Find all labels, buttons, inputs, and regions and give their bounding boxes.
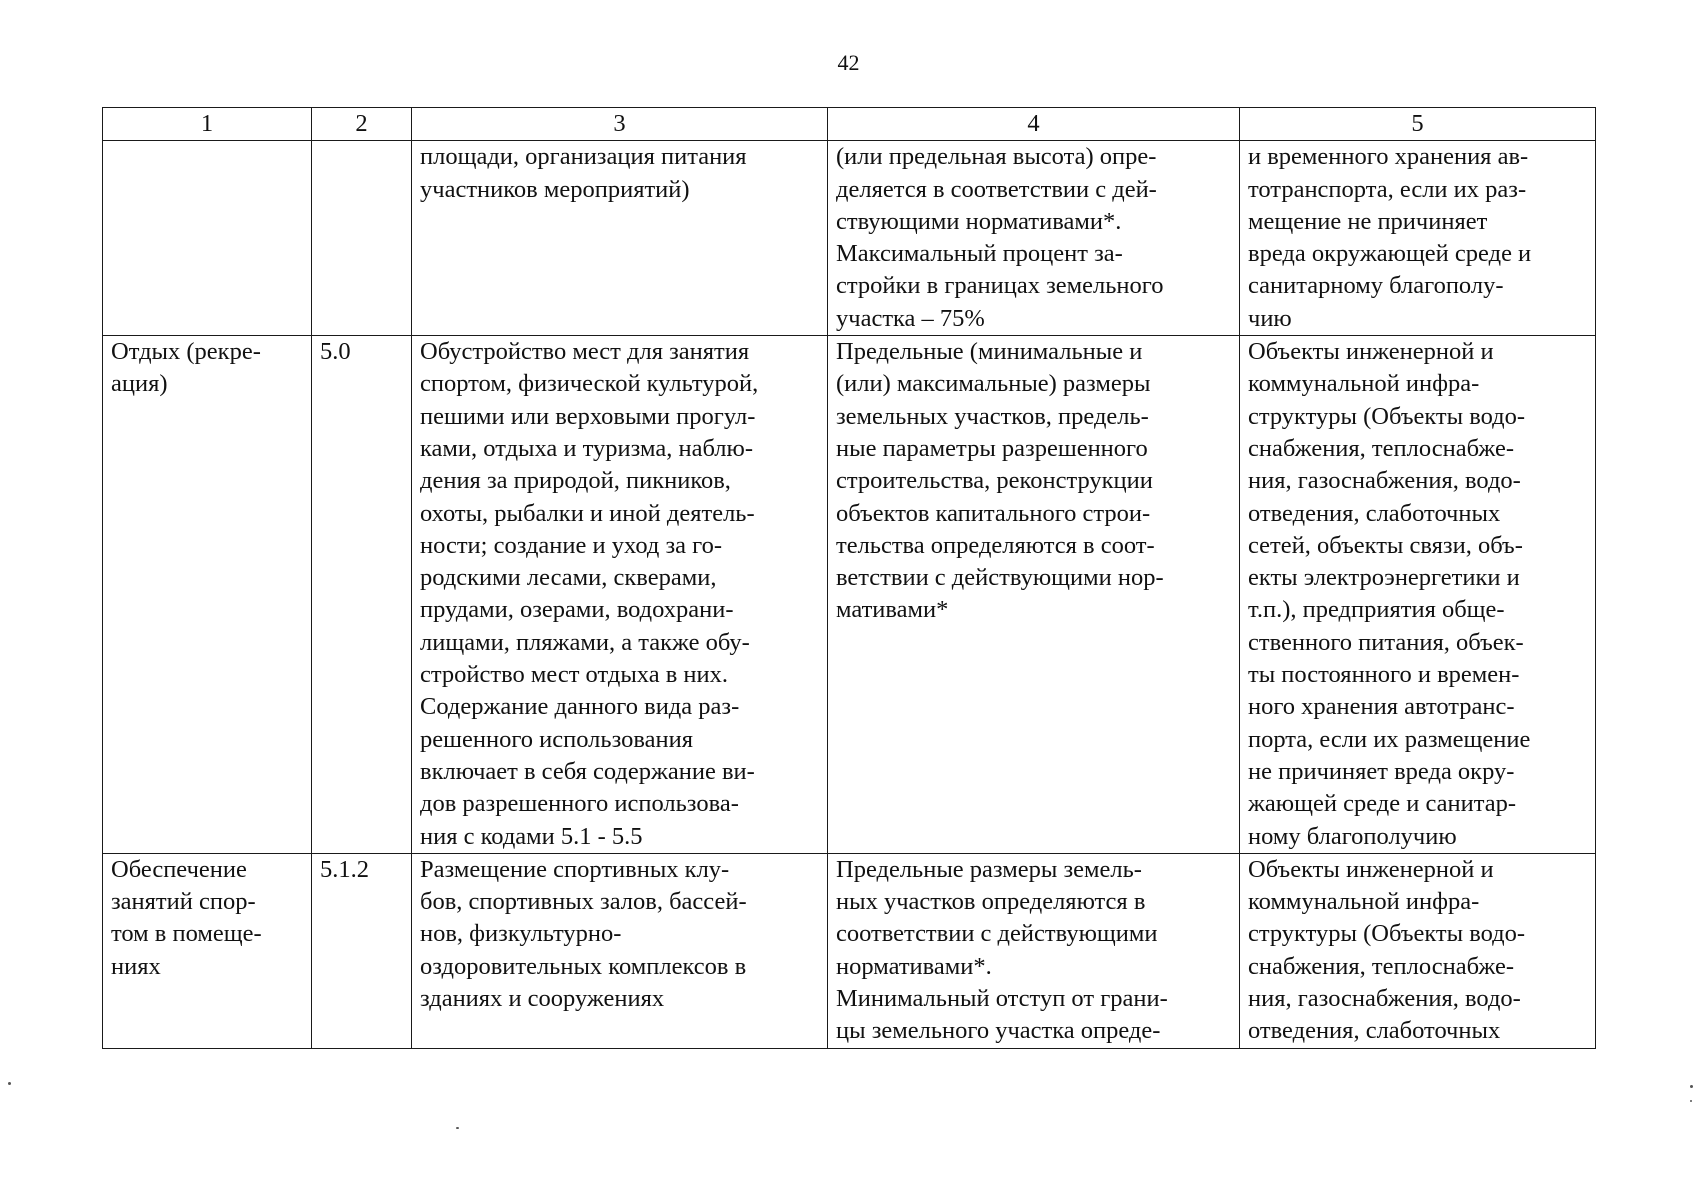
cell-auxiliary-uses: Объекты инженерной и коммунальной инфра- структуры (Объекты водо- снабжения, теплоснабже- ния, газоснабжения, водо- отведения, слаботочных сетей, объекты связи, объ- екты электроэнергетики и т.п.), предприятия обще- ственного питания, объек- ты постоянного и времен- ного хранения автотранс- порта, если их размещение не причиняет вреда окру- жающей среде и санитар- ному благополучию — [1240, 336, 1596, 854]
cell-build-parameters: Предельные размеры земель- ных участков определяются в соответствии с действующими нормативами*. Минимальный отступ от грани- цы земельного участка опреде- — [828, 853, 1240, 1048]
scan-speck — [1690, 1100, 1692, 1102]
cell-auxiliary-uses: и временного хранения ав- тотранспорта, если их раз- мещение не причиняет вреда окружающей среде и санитарному благополу- чию — [1240, 141, 1596, 336]
cell-use-code: 5.1.2 — [312, 853, 412, 1048]
cell-use-name: Отдых (рекре- ация) — [103, 336, 312, 854]
cell-use-description: Обустройство мест для занятия спортом, физической культурой, пешими или верховыми прогул- ками, отдыха и туризма, наблю- дения за природой, пикников, охоты, рыбалки и иной деятель- ности; создание и уход за го- родскими лесами, скверами, прудами, озерами, водохрани- лищами, пляжами, а также обу- стройство мест отдыха в них. Содержание данного вида раз- решенного использования включает в себя содержание ви- дов разрешенного использова- ния с кодами 5.1 - 5.5 — [412, 336, 828, 854]
header-cell-5: 5 — [1240, 108, 1596, 141]
cell-use-code: 5.0 — [312, 336, 412, 854]
scan-speck — [8, 1082, 11, 1085]
cell-use-code — [312, 141, 412, 336]
table-header-row — [103, 108, 1596, 141]
scan-speck — [1690, 1085, 1693, 1088]
table-row — [103, 853, 1596, 1048]
scan-speck — [456, 1127, 459, 1129]
table-row — [103, 336, 1596, 854]
cell-auxiliary-uses: Объекты инженерной и коммунальной инфра- структуры (Объекты водо- снабжения, теплоснабже- ния, газоснабжения, водо- отведения, слаботочных — [1240, 853, 1596, 1048]
land-use-table — [102, 107, 1596, 1049]
header-cell-4: 4 — [828, 108, 1240, 141]
header-cell-3: 3 — [412, 108, 828, 141]
cell-use-description: площади, организация питания участников мероприятий) — [412, 141, 828, 336]
cell-build-parameters: (или предельная высота) опре- деляется в соответствии с дей- ствующими нормативами*. Максимальный процент за- стройки в границах земельного участка – 75% — [828, 141, 1240, 336]
cell-use-name — [103, 141, 312, 336]
header-cell-2: 2 — [312, 108, 412, 141]
table-row — [103, 141, 1596, 336]
page-number: 42 — [837, 50, 860, 75]
cell-build-parameters: Предельные (минимальные и (или) максимальные) размеры земельных участков, предель- ные параметры разрешенного строительства, реконструкции объектов капитального строи- тельства определяются в соот- ветствии с действующими нор- мативами* — [828, 336, 1240, 854]
cell-use-description: Размещение спортивных клу- бов, спортивных залов, бассей- нов, физкультурно- оздоровительных комплексов в зданиях и сооружениях — [412, 853, 828, 1048]
header-cell-1: 1 — [103, 108, 312, 141]
cell-use-name: Обеспечение занятий спор- том в помеще- ниях — [103, 853, 312, 1048]
